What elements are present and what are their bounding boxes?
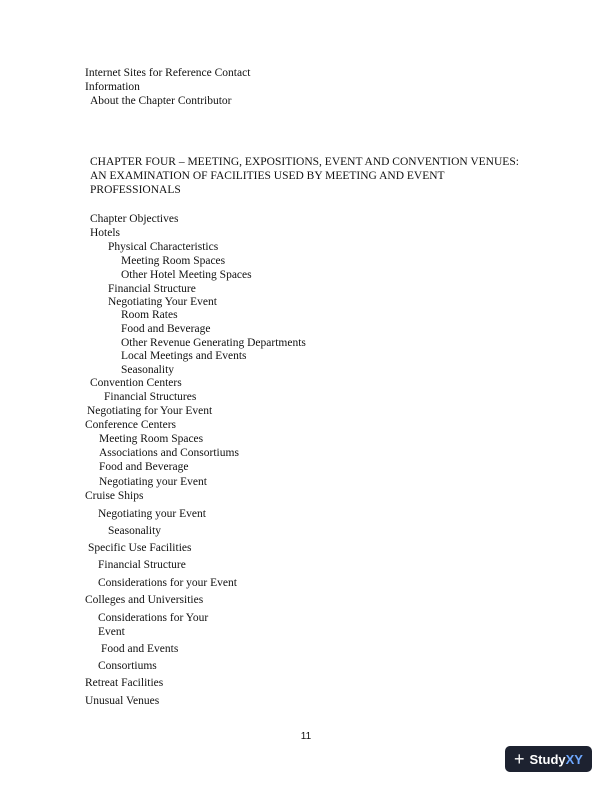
toc-line: Internet Sites for Reference Contact	[85, 67, 251, 79]
toc-line: Seasonality	[108, 525, 162, 537]
toc-line: Unusual Venues	[85, 695, 160, 707]
toc-line: Food and Beverage	[99, 461, 189, 473]
toc-line: Physical Characteristics	[108, 241, 219, 253]
toc-line: Financial Structure	[108, 283, 196, 295]
toc-line: Food and Events	[101, 643, 179, 655]
toc-line: Room Rates	[121, 309, 178, 321]
toc-line: Specific Use Facilities	[88, 542, 192, 554]
toc-line: Seasonality	[121, 364, 175, 376]
page-number: 11	[300, 731, 312, 742]
toc-line: Retreat Facilities	[85, 677, 164, 689]
studyxy-badge[interactable]	[505, 746, 592, 772]
toc-line: Financial Structure	[98, 559, 186, 571]
toc-line: Local Meetings and Events	[121, 350, 247, 362]
toc-line: Negotiating for Your Event	[87, 405, 213, 417]
toc-line: Considerations for your Event	[98, 577, 237, 589]
toc-line: About the Chapter Contributor	[90, 95, 232, 107]
toc-line: Consortiums	[98, 660, 157, 672]
toc-line: Negotiating your Event	[99, 476, 207, 488]
toc-line: Financial Structures	[104, 391, 197, 403]
toc-line: Food and Beverage	[121, 323, 211, 335]
toc-line: Meeting Room Spaces	[121, 255, 226, 267]
chapter-heading: CHAPTER FOUR – MEETING, EXPOSITIONS, EVENT AND CONVENTION VENUES: AN EXAMINATION OF FACILITIES USED BY MEETING AND EVENT PROFESSIONALS	[90, 156, 519, 196]
plus-icon: +	[514, 749, 525, 769]
toc-line: Negotiating Your Event	[108, 296, 217, 308]
toc-line: Considerations for Your	[98, 612, 209, 624]
toc-line: Event	[98, 626, 125, 638]
toc-line: Negotiating your Event	[98, 508, 206, 520]
toc-line: Associations and Consortiums	[99, 447, 239, 459]
toc-line: Chapter Objectives	[90, 213, 179, 225]
toc-line: Other Hotel Meeting Spaces	[121, 269, 252, 281]
toc-line: Conference Centers	[85, 419, 177, 431]
toc-line: Convention Centers	[90, 377, 182, 389]
toc-line: Cruise Ships	[85, 490, 144, 502]
toc-line: Meeting Room Spaces	[99, 433, 204, 445]
toc-line: Colleges and Universities	[85, 594, 204, 606]
brand-xy: XY	[565, 751, 583, 767]
toc-line: Information	[85, 81, 140, 93]
brand-study: Study	[529, 751, 566, 767]
toc-line: Hotels	[90, 227, 121, 239]
toc-line: Other Revenue Generating Departments	[121, 337, 306, 349]
